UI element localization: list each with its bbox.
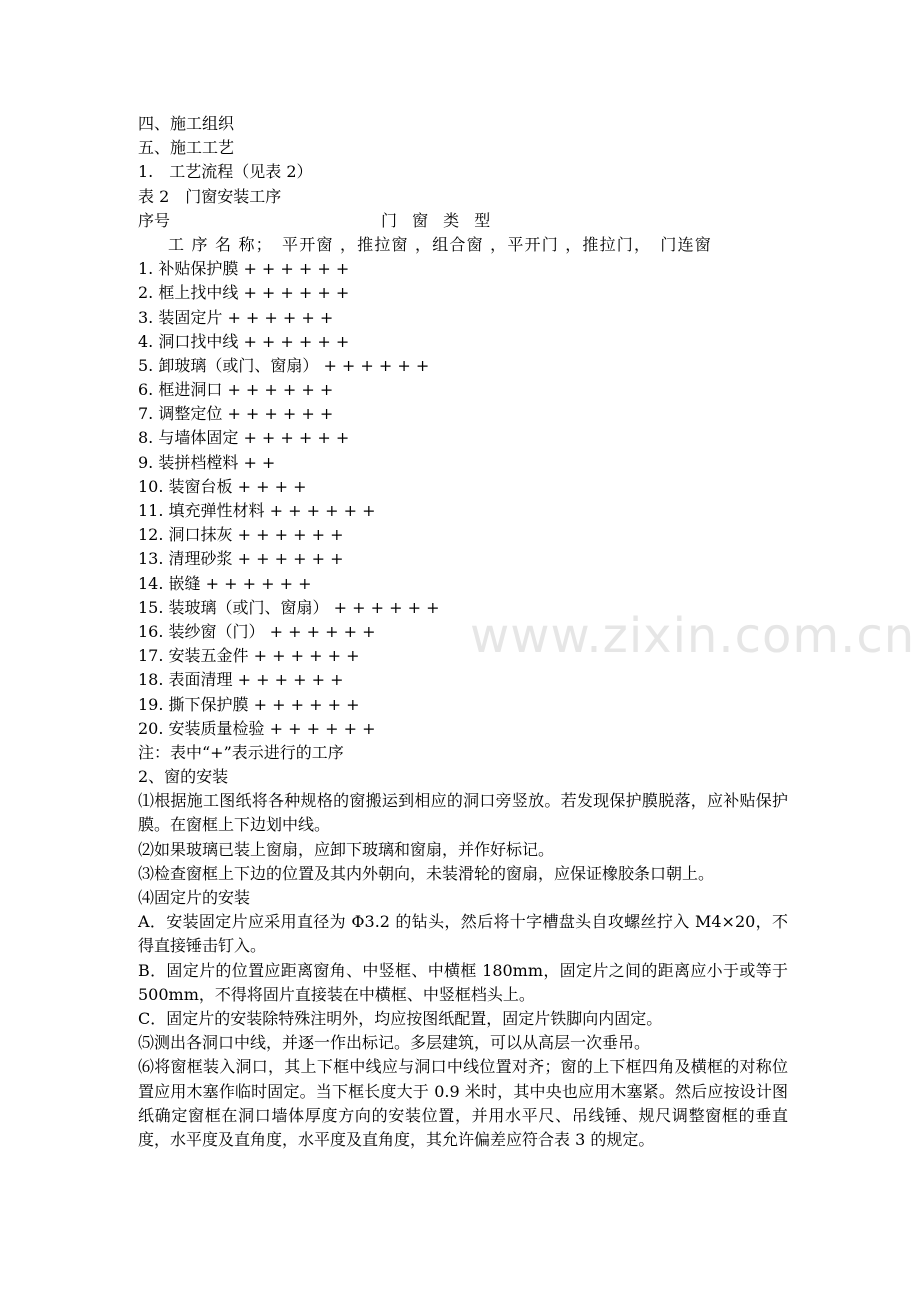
watermark: www.zixin.com.cn (470, 608, 916, 664)
table-header (138, 209, 788, 233)
table-row: 2. 框上找中线 + + + + + + (138, 283, 350, 303)
table-col-types: 门 窗 类 型 (381, 210, 496, 230)
window-install-heading: 2、窗的安装 (138, 767, 229, 787)
paragraph-c: C．固定片的安装除特殊注明外，均应按图纸配置，固定片铁脚向内固定。 (138, 1009, 663, 1029)
paragraph-2: ⑵如果玻璃已装上窗扇，应卸下玻璃和窗扇，并作好标记。 (138, 839, 555, 859)
table-row: 20. 安装质量检验 + + + + + + (138, 718, 376, 738)
section-four-heading: 四、施工组织 (138, 114, 235, 133)
paragraph-b: B．固定片的位置应距离窗角、中竖框、中横框 180mm，固定片之间的距离应小于或等于 500mm，不得将固片直接装在中横框、中竖框档头上。 (138, 960, 788, 1004)
paragraph-1: ⑴根据施工图纸将各种规格的窗搬运到相应的洞口旁竖放。若发现保护膜脱落，应补贴保护膜。在窗框上下边划中线。 (138, 791, 788, 835)
table-row: 6. 框进洞口 + + + + + + (138, 380, 334, 400)
table-row: 15. 装玻璃（或门、窗扇） + + + + + + (138, 597, 440, 617)
paragraph-3: ⑶检查窗框上下边的位置及其内外朝向，未装滑轮的窗扇，应保证橡胶条口朝上。 (138, 863, 715, 883)
table-row: 16. 装纱窗（门） + + + + + + (138, 621, 376, 641)
paragraph-4: ⑷固定片的安装 (138, 888, 251, 908)
document-page (138, 112, 788, 1152)
table-row: 4. 洞口找中线 + + + + + + (138, 331, 350, 351)
table-row: 1. 补贴保护膜 + + + + + + (138, 259, 350, 279)
table-row: 11. 填充弹性材料 + + + + + + (138, 501, 376, 520)
table-row: 8. 与墙体固定 + + + + + + (138, 428, 350, 448)
table-row: 14. 嵌缝 + + + + + + (138, 573, 312, 593)
section-five-heading: 五、施工工艺 (138, 138, 235, 158)
table-row: 9. 装拼档樘料 + + (138, 452, 276, 472)
paragraph-5: ⑸测出各洞口中线，并逐一作出标记。多层建筑，可以从高层一次垂吊。 (138, 1033, 651, 1053)
table-row: 7. 调整定位 + + + + + + (138, 404, 334, 424)
table-row: 10. 装窗台板 + + + + (138, 476, 307, 496)
table-row: 12. 洞口抹灰 + + + + + + (138, 525, 344, 545)
table-row: 3. 装固定片 + + + + + + (138, 307, 334, 327)
table-row: 17. 安装五金件 + + + + + + (138, 646, 360, 666)
process-flow-heading: 1. 工艺流程（见表 2） (138, 162, 313, 182)
table-note: 注：表中“+”表示进行的工序 (138, 742, 344, 762)
table-title: 表 2 门窗安装工序 (138, 186, 282, 206)
table-row: 13. 清理砂浆 + + + + + + (138, 549, 344, 569)
table-col-seq: 序号 (138, 210, 171, 230)
table-row: 5. 卸玻璃（或门、窗扇） + + + + + + (138, 355, 430, 375)
table-row: 18. 表面清理 + + + + + + (138, 670, 344, 690)
table-rows (138, 257, 788, 741)
table-header-row: 工 序 名 称； 平开窗 ，推拉窗 ，组合窗 ，平开门 ，推拉门， 门连窗 (168, 234, 713, 254)
table-row: 19. 撕下保护膜 + + + + + + (138, 694, 360, 714)
paragraph-a: A．安装固定片应采用直径为 Φ3.2 的钻头，然后将十字槽盘头自攻螺丝拧入 M4×20，不得直接锤击钉入。 (138, 912, 788, 956)
paragraph-6: ⑹将窗框装入洞口，其上下框中线应与洞口中线位置对齐；窗的上下框四角及横框的对称位置应用木塞作临时固定。当下框长度大于 0.9 米时，其中央也应用木塞紧。然后应按设计图纸确定窗框在洞口墙体厚度方向的安装位置，并用水平尺、吊线锤、规尺调整窗框的垂直度，水平度及直角度，水平度及直角度，其允许偏差应符合表 3 的规定。 (138, 1057, 788, 1150)
